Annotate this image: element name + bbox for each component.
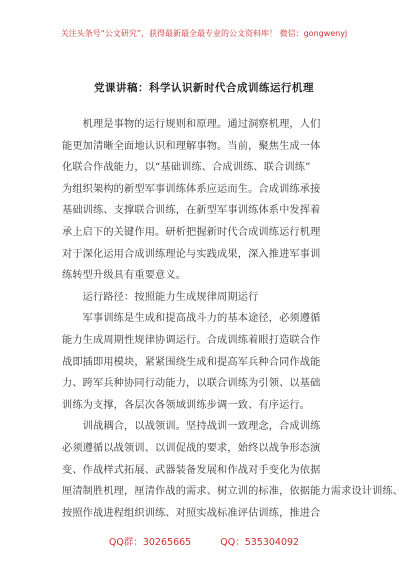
body-line: 变、作战样式拓展、武器装备发展和作战对手变化为依据 (62, 464, 321, 476)
document-body (62, 114, 404, 524)
body-line: 力、跨军兵种协同行动能力，以联合训练为引领、以基础 (62, 378, 321, 390)
section-heading: 运行路径：按照能力生成规律周期运行 (62, 291, 259, 303)
body-line: 基础训练、支撑联合训练，在新型军事训练体系中发挥着 (62, 205, 321, 217)
header-note: 关注头条号“公文研究”，获得最新最全最专业的公文资料库！ 微信：gongwenyj (60, 29, 348, 38)
body-line: 练转型升级具有重要意义。 (62, 270, 187, 282)
body-line: 厘清制胜机理，厘清作战的需求、树立训的标准，依据能力需求设计训练、 (62, 486, 404, 498)
body-line: 能更加清晰全面地认识和理解事物。当前，聚焦生成一体 (62, 140, 321, 152)
body-line: 能力生成周期性规律协调运行。合成训练着眼打造联合作 (62, 334, 321, 346)
body-line: 为组织架构的新型军事训练体系应运而生。合成训练承接 (62, 183, 321, 195)
body-line: 按照作战进程组织训练、对照实战标准评估训练，推进合 (62, 507, 321, 519)
footer-qq-group: QQ群：30265665 (108, 537, 192, 548)
footer-qq: QQ：535304092 (220, 537, 300, 548)
body-line: 承上启下的关键作用。研析把握新时代合成训练运行机理 (62, 226, 321, 238)
body-line: 机理是事物的运行规则和原理。通过洞察机理，人们 (62, 119, 321, 130)
body-line: 必须遵循以战领训、以训促战的要求，始终以战争形态演 (62, 442, 321, 454)
body-line: 战即插即用模块，紧紧围绕生成和提高军兵种合同作战能 (62, 356, 321, 368)
body-line: 训练为支撑，各层次各领域训练步调一致、有序运行。 (62, 399, 311, 411)
document-title: 党课讲稿：科学认识新时代合成训练运行机理 (94, 82, 314, 94)
body-line: 对于深化运用合成训练理论与实践成果，深入推进军事训 (62, 248, 321, 260)
footer-contact (0, 534, 408, 548)
body-line: 军事训练是生成和提高战斗力的基本途径，必须遵循 (62, 313, 321, 325)
body-line: 化联合作战能力，以“基础训练、合成训练、联合训练” (62, 162, 311, 174)
body-line: 训战耦合，以战领训。坚持战训一致理念，合成训练 (62, 421, 321, 433)
